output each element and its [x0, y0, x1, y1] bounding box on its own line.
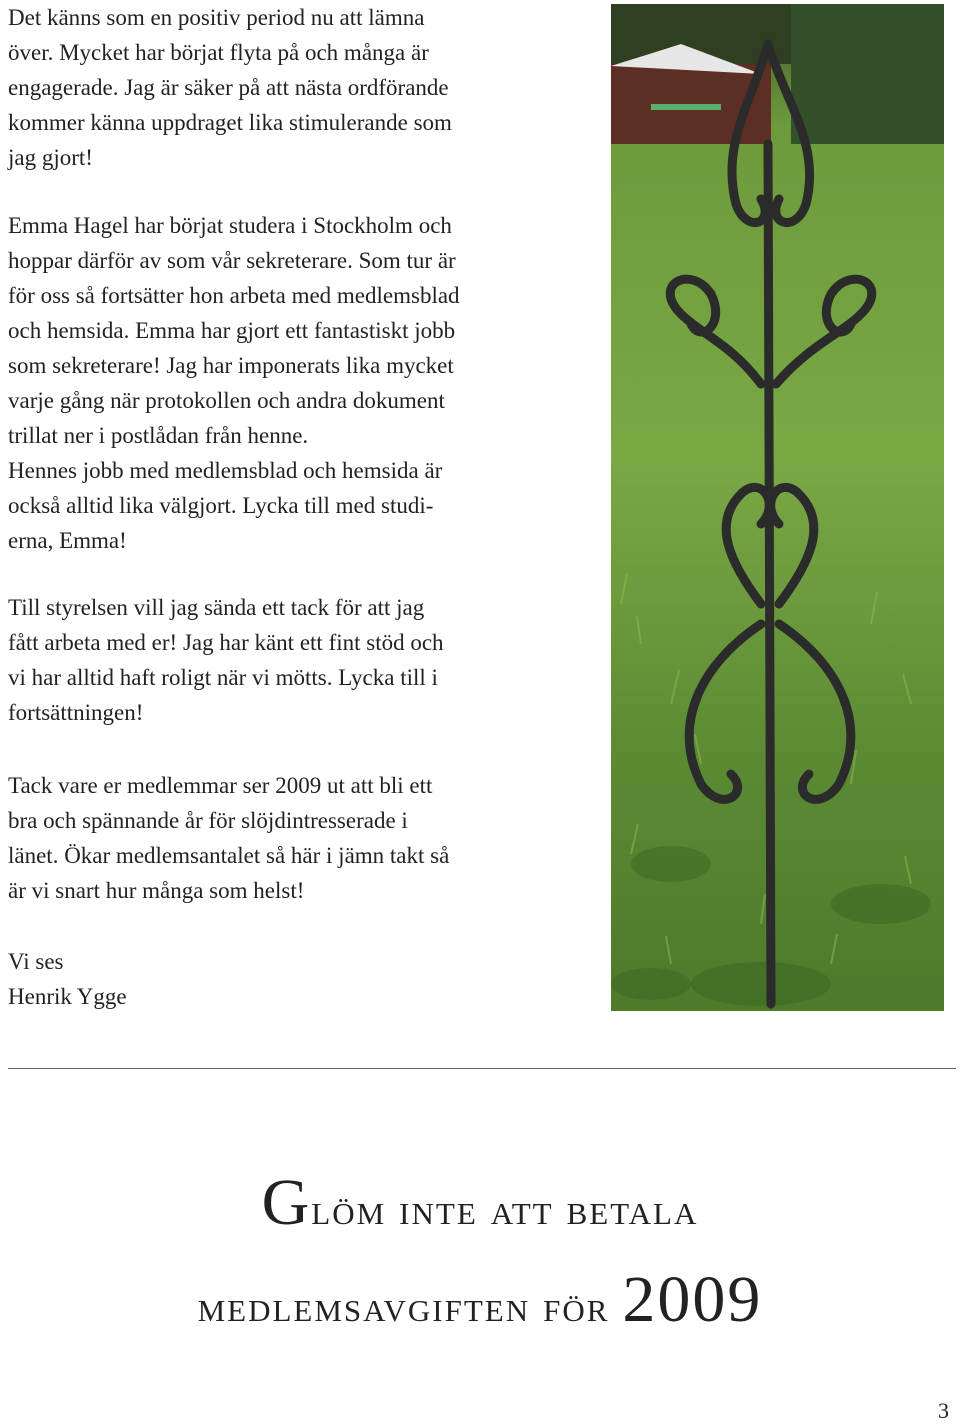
paragraph-farewell: Det känns som en positiv period nu att lämna över. Mycket har börjat flyta på och många är engagerade. Jag är säker på att nästa ordförande kommer känna uppdraget lika stimulerande som jag gjort!: [8, 5, 452, 170]
headline-line-1-rest: löm inte att betala: [311, 1185, 699, 1234]
headline-initial: G: [261, 1166, 312, 1239]
signature: Vi ses Henrik Ygge: [8, 949, 127, 1009]
paragraph-secretary: Emma Hagel har börjat studera i Stockholm och hoppar därför av som vår sekreterare. Som tur är för oss så fortsätter hon arbeta med medlemsblad och hemsida. Emma har gjort ett fantastiskt jobb som sekreterare! Jag har imponerats lika mycket varje gång när protokollen och andra dokument trillat ner i postlådan från henne. Hennes jobb med medlemsblad och hemsida är också alltid lika välgjort. Lycka till med studi- erna, Emma!: [8, 213, 460, 553]
section-divider: [8, 1068, 956, 1069]
membership-fee-reminder: [0, 1158, 960, 1352]
paragraph-members: Tack vare er medlemmar ser 2009 ut att bli ett bra och spännande år för slöjdintresserade i länet. Ökar medlemsantalet så här i jämn takt så är vi snart hur många som helst!: [8, 773, 450, 903]
headline-line-2-text: medlemsavgiften för: [197, 1282, 623, 1331]
page-number: 3: [938, 1398, 949, 1423]
paragraph-board-thanks: Till styrelsen vill jag sända ett tack för att jag fått arbeta med er! Jag har känt ett fint stöd och vi har alltid haft roligt när vi mötts. Lycka till i fortsättningen!: [8, 595, 444, 725]
headline-year: 2009: [622, 1263, 763, 1336]
garden-ornament-photo: [611, 4, 944, 1011]
headline-line-2: [0, 1255, 960, 1352]
headline-line-1: [0, 1158, 960, 1255]
